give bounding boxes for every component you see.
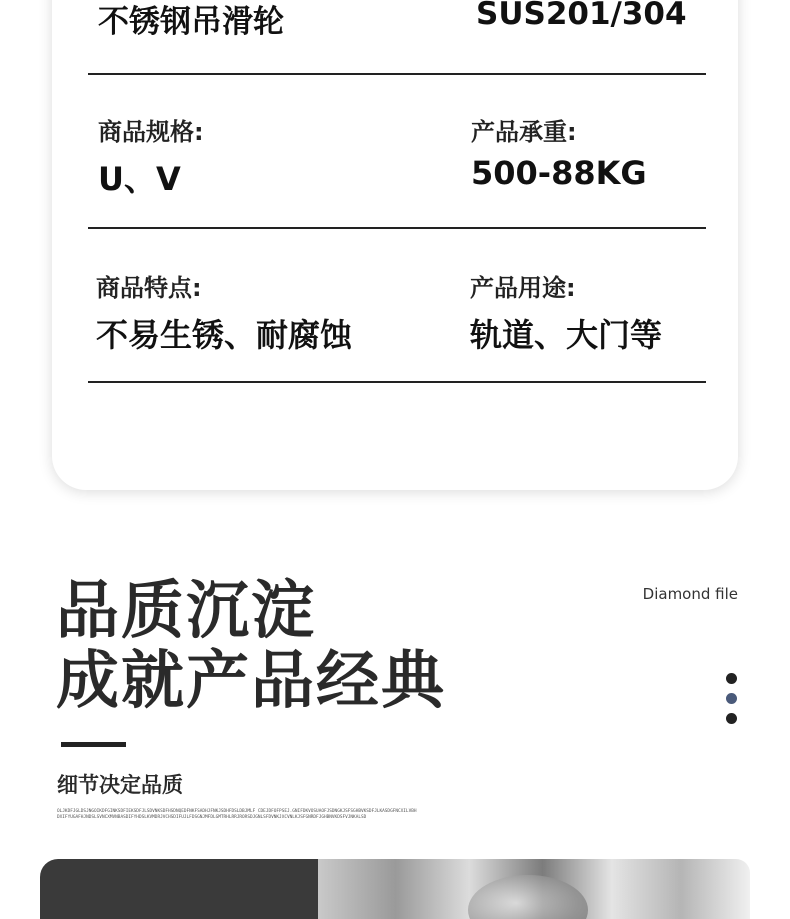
- spec-value: 500-88KG: [471, 154, 647, 192]
- section-headline: [56, 576, 446, 716]
- spec-label: 产品用途:: [470, 274, 576, 302]
- material-spec: SUS201/304: [476, 0, 687, 32]
- headline-line: 成就产品经典: [56, 644, 446, 717]
- dot-icon: [726, 673, 737, 684]
- filler-text: OLJKDFJGLDSJNGOIKDFGINKSDFIEKSDFJLSDVNKSDFHSDNQEDFNKFSADHJFNKJSDHFDSLDBJMLF CDEJDFOFPSEJ.GNIFDKVOSUAOFJSDNGKJSFSGHBVKSDFJLKASDGFNCXILVBHDXIFYUGAFHJNDSLSVNCXMVNBASDIFYHDSLKVMDRJVCHSDIFUJLFDSGNJMFDLGMTRHLRRJRORSDJGNLSFDVNKJXCVNLKJSFGNRDFJGHBNVKDSFVJNKALSD: [57, 809, 417, 820]
- spec-label: 产品承重:: [471, 118, 577, 146]
- spec-value: U、V: [98, 160, 181, 198]
- section-subheading: 细节决定品质: [57, 773, 183, 797]
- product-name: 不锈钢吊滑轮: [98, 4, 284, 40]
- divider: [88, 227, 706, 229]
- english-tag: Diamond file: [642, 585, 738, 603]
- spec-label: 商品特点:: [96, 274, 202, 302]
- spec-label: 商品规格:: [98, 118, 204, 146]
- photo-background: [40, 859, 320, 919]
- pulley-image: [318, 859, 750, 919]
- spec-value: 轨道、大门等: [470, 316, 663, 354]
- dot-indicator: [726, 673, 738, 733]
- divider: [88, 73, 706, 75]
- product-photo: [40, 859, 750, 919]
- dot-icon: [726, 693, 737, 704]
- spec-value: 不易生锈、耐腐蚀: [96, 316, 353, 354]
- headline-line: 品质沉淀: [56, 574, 316, 647]
- dot-icon: [726, 713, 737, 724]
- divider: [88, 381, 706, 383]
- accent-bar: [61, 742, 126, 747]
